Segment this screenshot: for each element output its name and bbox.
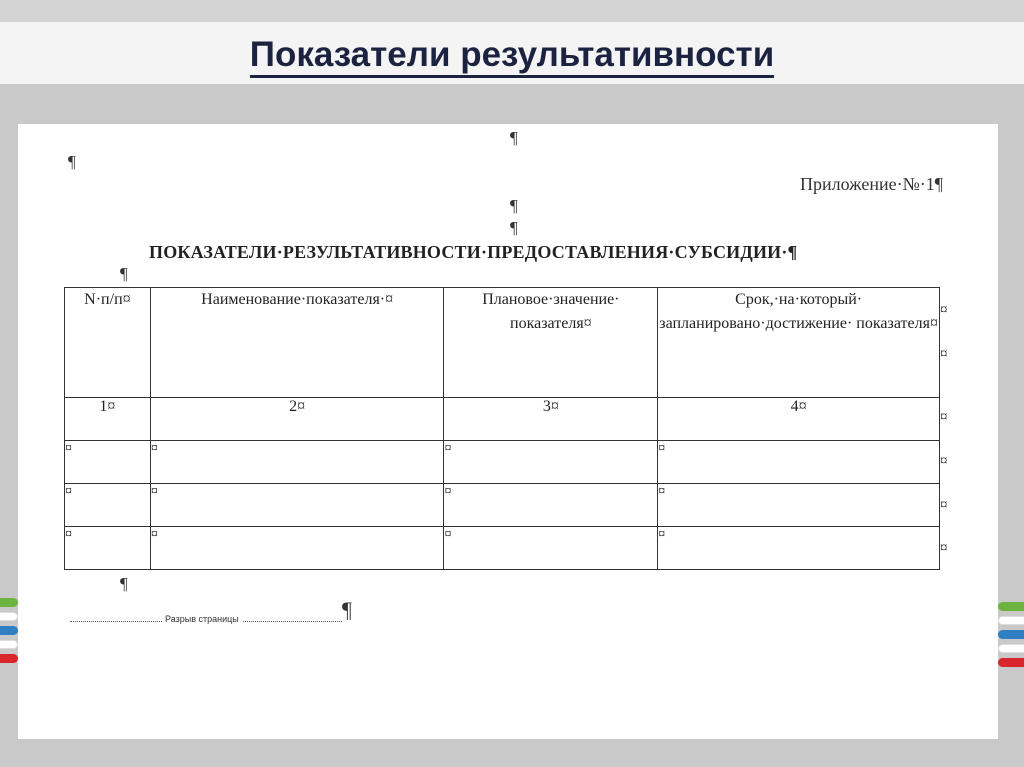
table-row <box>65 484 940 527</box>
page-break-label: Разрыв страницы <box>162 614 242 624</box>
slide-title: Показатели результативности <box>250 36 774 78</box>
decor-stripe <box>0 612 18 621</box>
number-cell: 1¤ <box>65 398 151 441</box>
title-bar <box>0 22 1024 84</box>
table-cell[interactable]: ¤ <box>658 441 940 484</box>
header-cell-number: N·п/п¤ <box>65 288 151 398</box>
indicators-table <box>64 287 940 570</box>
table-cell[interactable]: ¤ <box>444 484 658 527</box>
pilcrow-mark: ¶ <box>510 218 518 237</box>
table-cell[interactable]: ¤ <box>444 441 658 484</box>
table-cell[interactable]: ¤ <box>65 484 151 527</box>
header-cell-planned-value: Плановое·значение· показателя¤ <box>444 288 658 398</box>
decor-stripe <box>0 598 18 607</box>
table-row <box>65 441 940 484</box>
row-end-mark: ¤ <box>940 497 948 513</box>
decor-stripe <box>998 644 1024 653</box>
page-break <box>70 614 350 628</box>
table-cell[interactable]: ¤ <box>658 527 940 570</box>
table-header-row <box>65 288 940 398</box>
pilcrow-mark: ¶ <box>120 264 128 283</box>
pilcrow-mark: ¶ <box>120 574 128 593</box>
table-cell[interactable]: ¤ <box>150 484 444 527</box>
top-band <box>0 0 1024 22</box>
pilcrow-mark: ¶ <box>510 196 518 215</box>
row-end-mark: ¤ <box>940 409 948 425</box>
header-cell-name: Наименование·показателя·¤ <box>150 288 444 398</box>
decor-stripe <box>0 654 18 663</box>
table-cell[interactable]: ¤ <box>658 484 940 527</box>
row-end-mark: ¤ <box>940 302 948 318</box>
decor-stripe <box>998 616 1024 625</box>
table-number-row <box>65 398 940 441</box>
table-row <box>65 527 940 570</box>
pilcrow-mark: ¶ <box>510 128 518 147</box>
document-heading: ПОКАЗАТЕЛИ·РЕЗУЛЬТАТИВНОСТИ·ПРЕДОСТАВЛЕНИЯ·СУБСИДИИ·¶ <box>149 242 798 262</box>
decor-stripe <box>998 630 1024 639</box>
table-cell[interactable]: ¤ <box>65 441 151 484</box>
table-cell[interactable]: ¤ <box>150 441 444 484</box>
document-page <box>18 124 998 739</box>
number-cell: 4¤ <box>658 398 940 441</box>
left-decor-stripes <box>0 598 18 670</box>
number-cell: 2¤ <box>150 398 444 441</box>
row-end-mark: ¤ <box>940 540 948 556</box>
appendix-label: Приложение·№·1¶ <box>800 174 943 194</box>
table-cell[interactable]: ¤ <box>65 527 151 570</box>
row-end-mark: ¤ <box>940 346 948 362</box>
decor-stripe <box>998 658 1024 667</box>
decor-stripe <box>998 602 1024 611</box>
row-end-mark: ¤ <box>940 453 948 469</box>
pilcrow-mark: ¶ <box>342 597 352 622</box>
decor-stripe <box>0 626 18 635</box>
header-cell-deadline: Срок,·на·который· запланировано·достижение· показателя¤ <box>658 288 940 398</box>
pilcrow-mark: ¶ <box>68 152 76 171</box>
table-cell[interactable]: ¤ <box>444 527 658 570</box>
number-cell: 3¤ <box>444 398 658 441</box>
right-decor-stripes <box>998 602 1024 674</box>
decor-stripe <box>0 640 18 649</box>
table-cell[interactable]: ¤ <box>150 527 444 570</box>
